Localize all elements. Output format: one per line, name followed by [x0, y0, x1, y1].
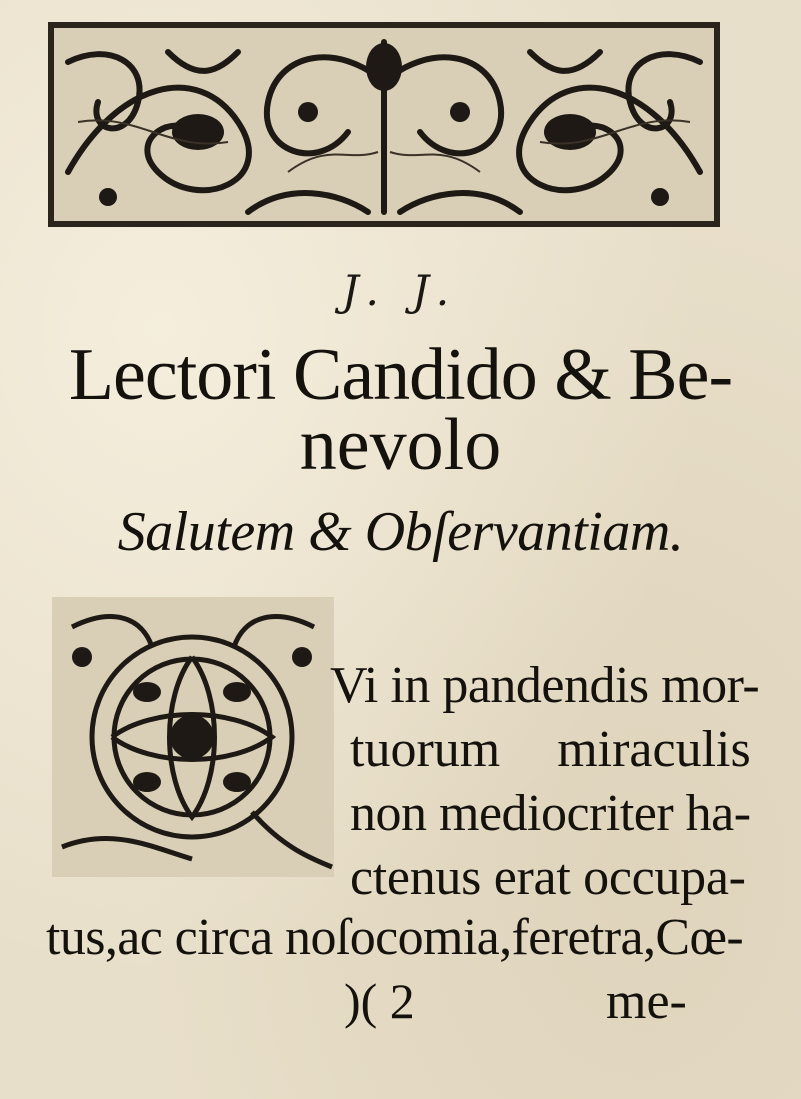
ornamental-initial-Q	[52, 597, 334, 877]
body-line-4: ctenus erat occupa-	[350, 849, 746, 906]
body-line-1: Vi in pandendis mor-	[330, 657, 760, 714]
signature-mark: )( 2	[344, 973, 415, 1029]
body-line-2: tuorum miraculis	[350, 721, 751, 778]
floral-headpiece-ornament	[48, 22, 720, 227]
title-line-1: Lectori Candido & Be-	[68, 334, 733, 416]
body-line-5: tus,ac circa noſocomia,feretra,Cœ-	[46, 909, 744, 966]
author-initials: J. J.	[341, 266, 460, 315]
catchword: me-	[606, 973, 687, 1030]
title-line-2: nevolo	[299, 404, 502, 486]
body-line-3: non mediocriter ha-	[350, 785, 751, 842]
salutation: Salutem & Obſervantiam.	[117, 501, 684, 563]
